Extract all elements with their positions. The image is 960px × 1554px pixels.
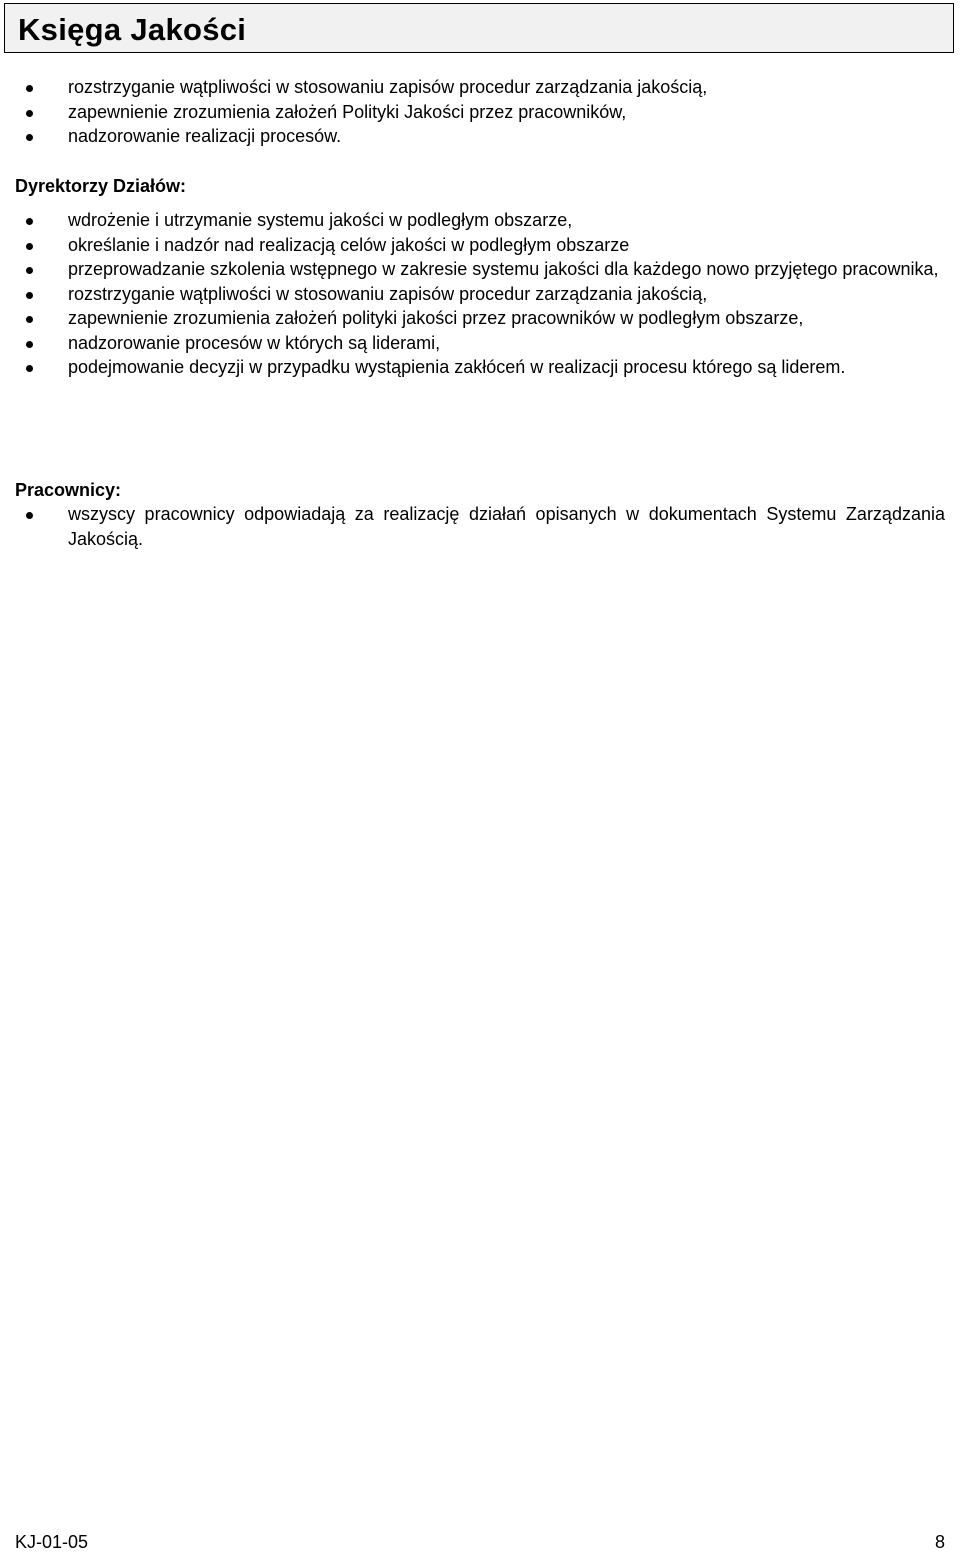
bullet-icon xyxy=(26,267,33,274)
bullet-icon xyxy=(26,110,33,117)
list-item xyxy=(0,331,960,356)
list-item xyxy=(0,282,960,307)
bullet-icon xyxy=(26,292,33,299)
bullet-icon xyxy=(26,218,33,225)
employees-heading: Pracownicy: xyxy=(15,480,122,500)
list-item xyxy=(0,124,960,149)
list-item-text: nadzorowanie procesów w których są liderami, xyxy=(68,332,441,353)
list-item-text: zapewnienie zrozumienia założeń Polityki Jakości przez pracowników, xyxy=(68,101,627,122)
bullet-icon xyxy=(26,243,33,250)
page-header xyxy=(4,3,954,53)
list-item-text: podejmowanie decyzji w przypadku wystąpienia zakłóceń w realizacji procesu którego są liderem. xyxy=(68,357,846,377)
list-item-text: rozstrzyganie wątpliwości w stosowaniu zapisów procedur zarządzania jakością, xyxy=(68,77,708,97)
bullet-icon xyxy=(26,341,33,348)
directors-list xyxy=(0,208,960,380)
list-item xyxy=(0,355,960,380)
list-item xyxy=(0,75,960,100)
list-item xyxy=(0,257,960,282)
list-item-text: wdrożenie i utrzymanie systemu jakości w podległym obszarze, xyxy=(68,210,573,230)
page-title: Księga Jakości xyxy=(18,12,247,47)
list-item xyxy=(0,100,960,125)
list-item-text: rozstrzyganie wątpliwości w stosowaniu zapisów procedur zarządzania jakością, xyxy=(68,283,708,304)
intro-list xyxy=(0,75,960,149)
page-number: 8 xyxy=(934,1532,945,1552)
bullet-icon xyxy=(26,85,33,92)
list-item-text: określanie i nadzór nad realizacją celów jakości w podległym obszarze xyxy=(68,234,630,255)
bullet-icon xyxy=(26,512,33,519)
list-item-text: przeprowadzanie szkolenia wstępnego w zakresie systemu jakości dla każdego nowo przyjętego pracownika, xyxy=(68,259,939,279)
bullet-icon xyxy=(26,365,33,372)
list-item xyxy=(0,233,960,258)
list-item xyxy=(0,502,960,551)
bullet-icon xyxy=(26,134,33,141)
list-item xyxy=(0,306,960,331)
list-item-text: zapewnienie zrozumienia założeń polityki jakości przez pracowników w podległym obszarze, xyxy=(68,308,804,328)
list-item xyxy=(0,208,960,233)
document-code: KJ-01-05 xyxy=(15,1532,89,1552)
bullet-icon xyxy=(26,316,33,323)
list-item-text: wszyscy pracownicy odpowiadają za realizację działań opisanych w dokumentach Systemu Zarządzania Jakością. xyxy=(68,504,945,549)
list-item-text: nadzorowanie realizacji procesów. xyxy=(68,126,342,146)
directors-heading: Dyrektorzy Działów: xyxy=(15,176,187,196)
employees-list xyxy=(0,502,960,551)
